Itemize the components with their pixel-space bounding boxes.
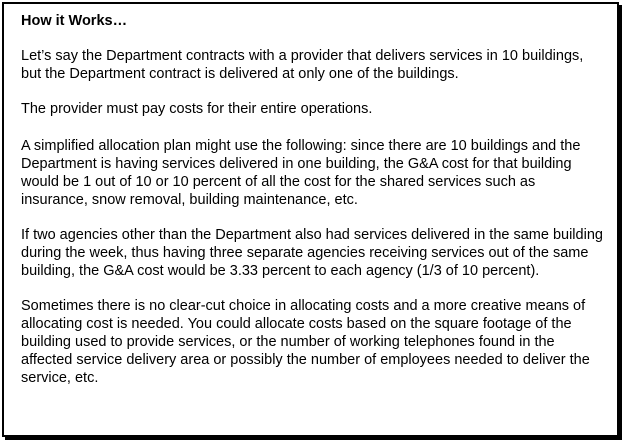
text-box xyxy=(2,2,619,437)
paragraph-3: A simplified allocation plan might use the following: since there are 10 buildings and the Department is having services delivered in one building, the G&A cost for that building would be 1 out of 10 or 10 percent of all the cost for the shared services such as insurance, snow removal, building maintenance, etc. xyxy=(21,138,581,208)
paragraph-5: Sometimes there is no clear-cut choice in allocating costs and a more creative means of allocating cost is needed. You could allocate costs based on the square footage of the building used to provide services, or the number of working telephones found in the affected service delivery area or possibly the number of employees needed to deliver the service, etc. xyxy=(21,298,590,386)
paragraph-2: The provider must pay costs for their entire operations. xyxy=(21,101,373,117)
paragraph-1: Let’s say the Department contracts with a provider that delivers services in 10 buildings, but the Department contract is delivered at only one of the buildings. xyxy=(21,48,584,82)
heading: How it Works… xyxy=(21,13,128,29)
paragraph-4: If two agencies other than the Department also had services delivered in the same building during the week, thus having three separate agencies receiving services out of the same building, the G&A cost would be 3.33 percent to each agency (1/3 of 10 percent). xyxy=(21,227,603,279)
